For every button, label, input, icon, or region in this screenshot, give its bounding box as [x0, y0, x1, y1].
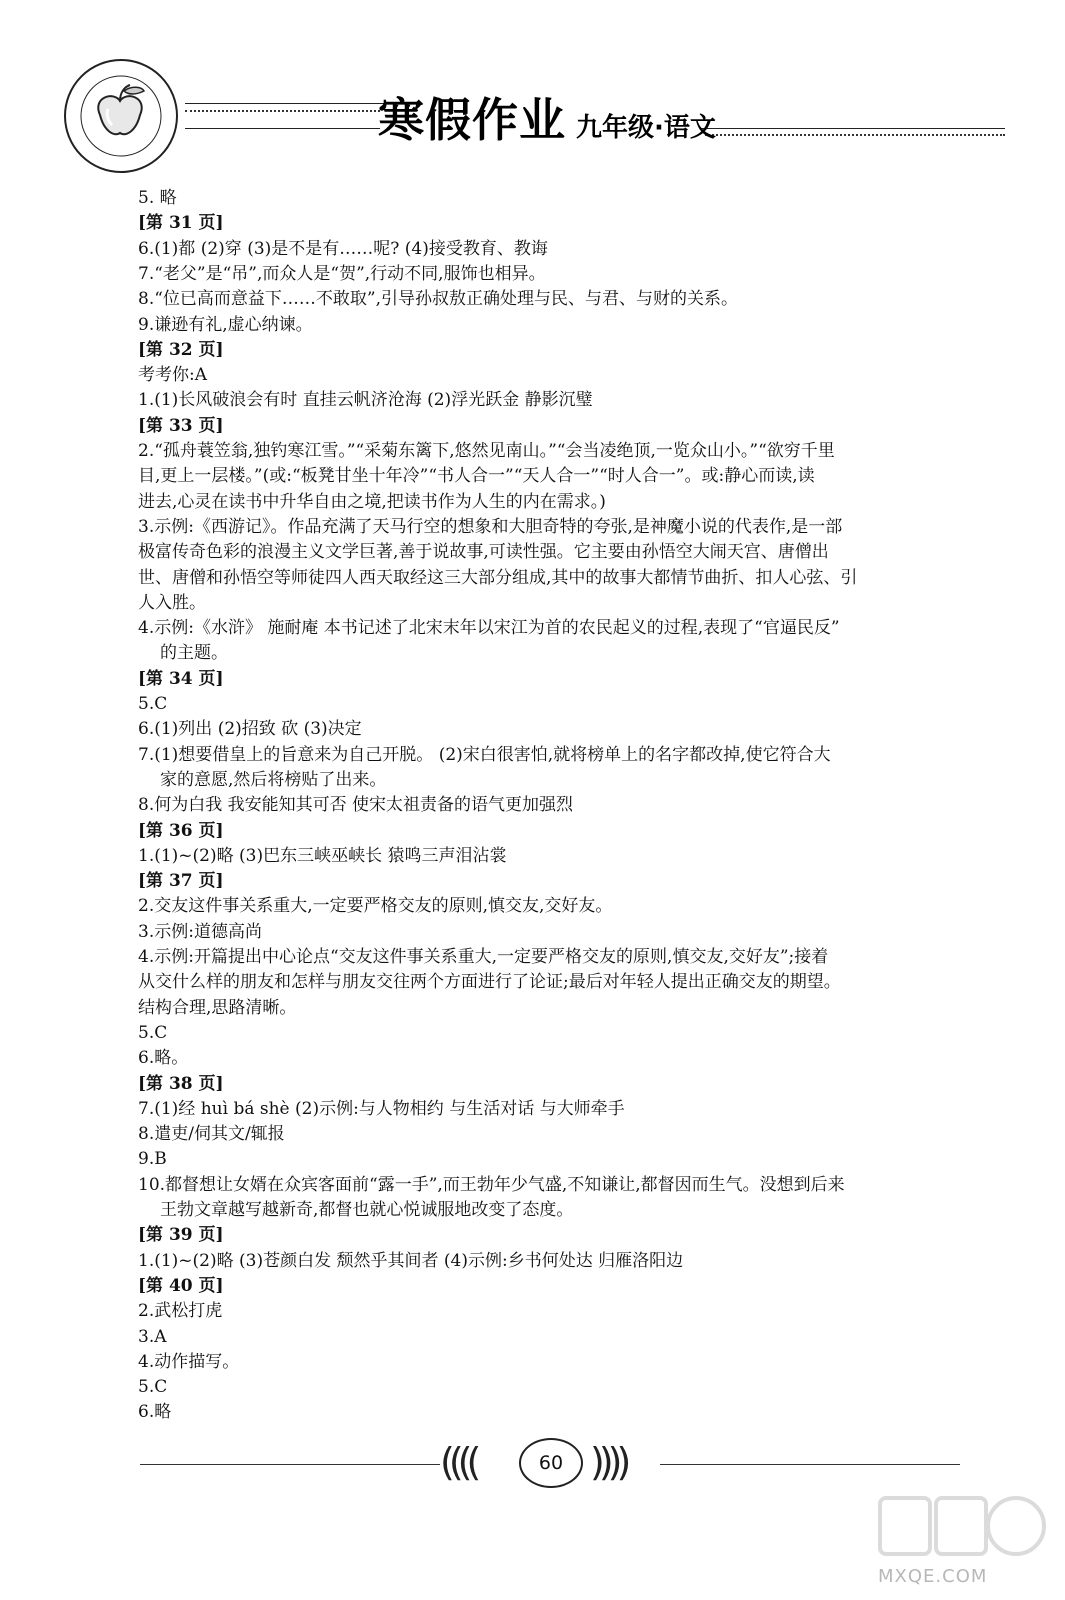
answer-line: 6.略。	[138, 1048, 189, 1068]
answer-line: 世、唐僧和孙悟空等师徒四人西天取经这三大部分组成,其中的故事大都情节曲折、扣人心弦、引	[138, 568, 858, 588]
answer-line: 5.C	[138, 1377, 168, 1397]
section-page-label: [第 36 页]	[138, 821, 224, 841]
page-number: 60	[519, 1438, 583, 1488]
section-page-label: [第 34 页]	[138, 669, 224, 689]
answer-line: 7.“老父”是“吊”,而众人是“贺”,行动不同,服饰也相异。	[138, 264, 546, 284]
footer-wave-left-icon: ((((	[440, 1440, 476, 1484]
answer-line: 8.“位已高而意益下……不敢取”,引导孙叔敖正确处理与民、与君、与财的关系。	[138, 289, 739, 309]
answer-line: 8.何为白我 我安能知其可否 使宋太祖责备的语气更加强烈	[138, 795, 574, 815]
answer-line: 6.(1)列出 (2)招致 砍 (3)决定	[138, 719, 362, 739]
answer-line: 6.略	[138, 1402, 172, 1422]
answer-line: 从交什么样的朋友和怎样与朋友交往两个方面进行了论证;最后对年轻人提出正确交友的期望。	[138, 972, 841, 992]
header-rule	[185, 128, 380, 129]
header-dotted-rule	[185, 110, 380, 112]
answer-line: 5.C	[138, 694, 168, 714]
footer-wave-right-icon: ))))	[590, 1440, 626, 1484]
answer-line: 7.(1)想要借皇上的旨意来为自己开脱。 (2)宋白很害怕,就将榜单上的名字都改掉,使它符合大	[138, 745, 831, 765]
answer-line: 1.(1)长风破浪会有时 直挂云帆济沧海 (2)浮光跃金 静影沉璧	[138, 390, 593, 410]
page-title: 寒假作业	[378, 93, 566, 147]
answer-line: 3.A	[138, 1327, 167, 1347]
page-header	[0, 0, 1065, 190]
page-footer	[0, 1430, 1065, 1490]
header-rule-right	[700, 128, 1005, 129]
answer-line: 3.示例:道德高尚	[138, 922, 262, 942]
answer-line: 7.(1)经 huì bá shè (2)示例:与人物相约 与生活对话 与大师牵手	[138, 1099, 625, 1119]
answer-line: 1.(1)~(2)略 (3)苍颜白发 颓然乎其间者 (4)示例:乡书何处达 归雁洛阳边	[138, 1251, 684, 1271]
header-rule	[185, 103, 395, 104]
answer-line: 4.示例:《水浒》 施耐庵 本书记述了北宋末年以宋江为首的农民起义的过程,表现了“官逼民反”	[138, 618, 840, 638]
answer-line: 9.谦逊有礼,虚心纳谏。	[138, 315, 313, 335]
answer-line: 5.C	[138, 1023, 168, 1043]
section-page-label: [第 40 页]	[138, 1276, 224, 1296]
apple-logo-icon	[62, 57, 180, 175]
answer-line: 目,更上一层楼。”(或:“板凳甘坐十年冷”“书人合一”“天人合一”“时人合一”。或:静心而读,读	[138, 466, 815, 486]
answer-line: 考考你:A	[138, 365, 208, 385]
answer-line: 8.遣吏/伺其文/辄报	[138, 1124, 285, 1144]
answer-line: 10.都督想让女婿在众宾客面前“露一手”,而王勃年少气盛,不知谦让,都督因而生气。没想到后来	[138, 1175, 845, 1195]
answer-line: 4.动作描写。	[138, 1352, 240, 1372]
answer-line: 王勃文章越写越新奇,都督也就心悦诚服地改变了态度。	[160, 1200, 574, 1220]
header-dotted-rule-right	[705, 134, 1005, 136]
answer-line: 9.B	[138, 1149, 167, 1169]
answer-line: 3.示例:《西游记》。作品充满了天马行空的想象和大胆奇特的夸张,是神魔小说的代表作,是一部	[138, 517, 843, 537]
section-page-label: [第 39 页]	[138, 1225, 224, 1245]
answer-line: 进去,心灵在读书中升华自由之境,把读书作为人生的内在需求。)	[138, 492, 606, 512]
answer-line: 2.“孤舟蓑笠翁,独钓寒江雪。”“采菊东篱下,悠然见南山。”“会当凌绝顶,一览众山小。”“欲穷千里	[138, 441, 835, 461]
header-title-group	[378, 84, 716, 150]
answer-line: 1.(1)~(2)略 (3)巴东三峡巫峡长 猿鸣三声泪沾裳	[138, 846, 507, 866]
footer-rule-right	[660, 1464, 960, 1465]
answer-line: 2.武松打虎	[138, 1301, 223, 1321]
answer-line: 的主题。	[160, 643, 228, 663]
answer-line: 6.(1)都 (2)穿 (3)是不是有……呢? (4)接受教育、教诲	[138, 239, 548, 259]
answer-line: 极富传奇色彩的浪漫主义文学巨著,善于说故事,可读性强。它主要由孙悟空大闹天宫、唐僧出	[138, 542, 829, 562]
answer-line: 人入胜。	[138, 593, 206, 613]
answer-line: 结构合理,思路清晰。	[138, 998, 297, 1018]
section-page-label: [第 38 页]	[138, 1074, 224, 1094]
answer-line: 4.示例:开篇提出中心论点“交友这件事关系重大,一定要严格交友的原则,慎交友,交好友”;接着	[138, 947, 829, 967]
answer-line: 2.交友这件事关系重大,一定要严格交友的原则,慎交友,交好友。	[138, 896, 613, 916]
answer-line: 5. 略	[138, 188, 177, 208]
section-page-label: [第 32 页]	[138, 340, 224, 360]
page-subtitle: 九年级·语文	[576, 113, 716, 143]
answer-line: 家的意愿,然后将榜贴了出来。	[160, 770, 387, 790]
section-page-label: [第 31 页]	[138, 213, 224, 233]
watermark-text: MXQE.COM	[878, 1566, 988, 1587]
footer-rule-left	[140, 1464, 440, 1465]
section-page-label: [第 33 页]	[138, 416, 224, 436]
section-page-label: [第 37 页]	[138, 871, 224, 891]
